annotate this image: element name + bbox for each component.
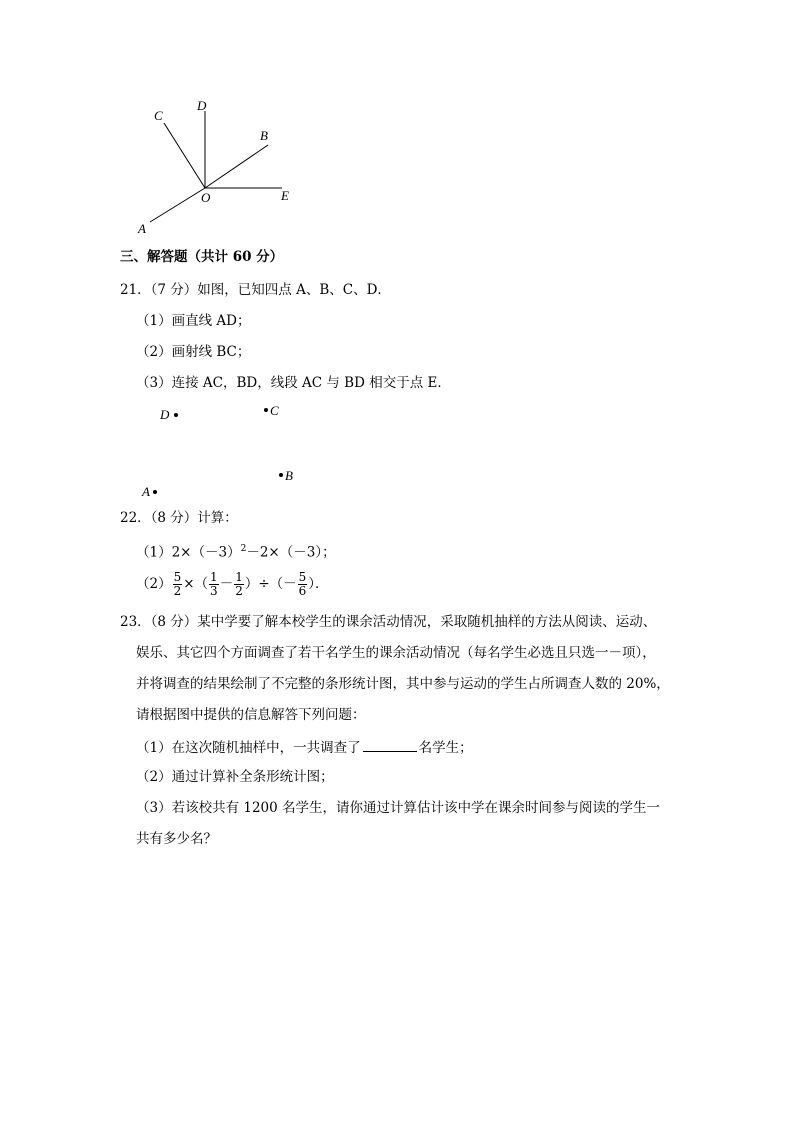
ray-oc: [164, 123, 205, 188]
q22-p1-exponent: 2: [240, 544, 247, 554]
q23-line4: 请根据图中提供的信息解答下列问题：: [136, 707, 366, 723]
q23-part3-line2: 共有多少名？: [136, 831, 217, 847]
q22-p1-suffix: －2×（－3）；: [246, 544, 336, 561]
label-o: O: [201, 190, 211, 205]
point-c-label: C: [270, 403, 279, 418]
q22-stem: 22．（8 分）计算：: [120, 510, 238, 526]
q23-p1-prefix: （1）在这次随机抽样中，一共调查了: [136, 740, 361, 756]
label-b: B: [260, 128, 268, 143]
label-d: D: [197, 98, 207, 113]
q23-line1: 23．（8 分）某中学要了解本校学生的课余活动情况，采取随机抽样的方法从阅读、运动、: [120, 614, 657, 630]
section-heading: 三、解答题（共计 60 分）: [120, 249, 284, 265]
label-e: E: [281, 188, 289, 203]
q23-part3-line1: （3）若该校共有 1200 名学生，请你通过计算估计该中学在课余时间参与阅读的学生一: [136, 800, 661, 816]
point-d-label: D: [160, 407, 170, 422]
q22-times: ×（: [183, 576, 209, 592]
q21-part2: （2）画射线 BC；: [136, 344, 251, 360]
label-a: A: [138, 221, 146, 236]
point-a: [153, 490, 157, 494]
q22-end: ）．: [308, 576, 329, 592]
q21-stem: 21．（7 分）如图，已知四点 A、B、C、D．: [120, 282, 391, 298]
q22-minus: －: [219, 576, 234, 592]
q23-part2: （2）通过计算补全条形统计图；: [136, 769, 334, 785]
fraction-1-3: $\frac{1}{3}$: [210, 570, 218, 598]
q23-line2: 娱乐、其它四个方面调查了若干名学生的课余活动情况（每名学生必选且只选一－项），: [136, 645, 656, 661]
q22-p2-prefix: （2）: [136, 576, 172, 592]
point-a-label: A: [142, 484, 150, 499]
fraction-5-6: $\frac{5}{6}$: [298, 570, 307, 598]
answer-blank[interactable]: [363, 737, 417, 752]
q21-part3: （3）连接 AC，BD，线段 AC 与 BD 相交于点 E．: [136, 375, 451, 391]
fraction-5-2: $\frac{5}{2}$: [173, 570, 182, 598]
q23-line3: 并将调查的结果绘制了不完整的条形统计图，其中参与运动的学生占所调查人数的 20%，: [136, 676, 670, 692]
fraction-1-2: $\frac{1}{2}$: [235, 570, 243, 598]
q23-p1-suffix: 名学生；: [418, 740, 473, 756]
label-c: C: [154, 108, 163, 123]
ray-oa: [150, 188, 205, 222]
ray-ob: [205, 145, 268, 188]
q22-div: ）÷（－: [244, 576, 297, 592]
q22-part1: [136, 540, 336, 562]
q22-part2: [136, 567, 329, 601]
point-d: [174, 413, 178, 417]
q22-p1-prefix: （1）2×（－3）: [136, 544, 241, 561]
point-b-label: B: [285, 468, 293, 483]
point-b: [279, 473, 283, 477]
q23-part1: [136, 737, 473, 757]
q21-part1: （1）画直线 AD；: [136, 313, 251, 329]
point-c: [264, 408, 268, 412]
